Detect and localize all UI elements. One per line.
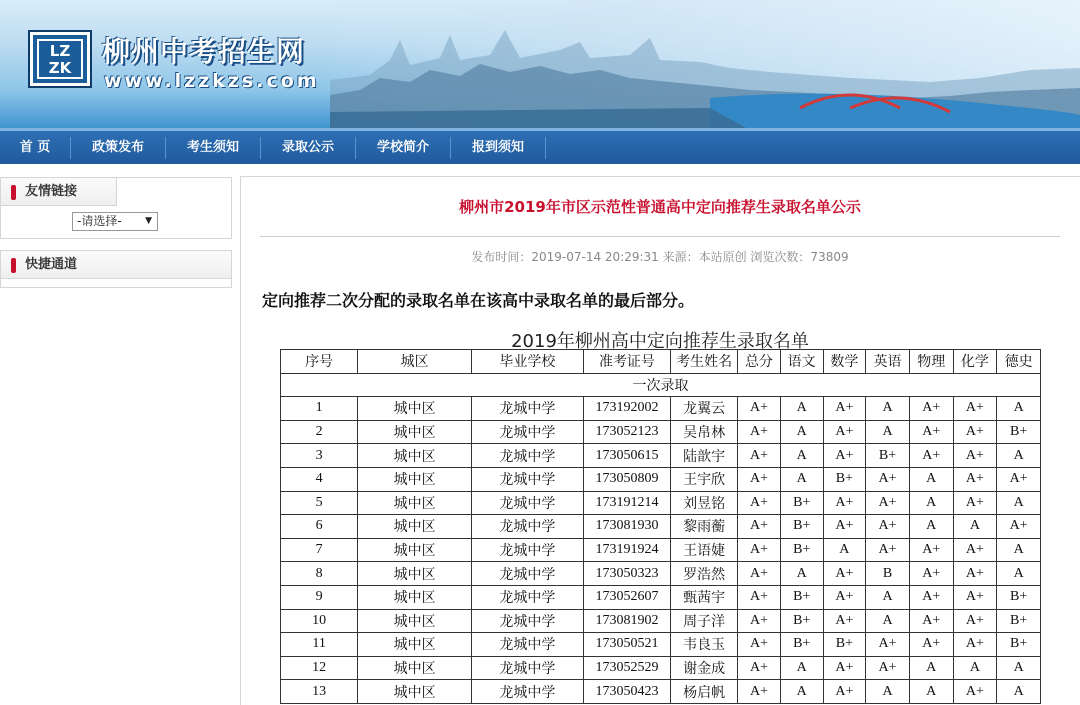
cell-english: A bbox=[866, 420, 910, 444]
cell-chinese: B+ bbox=[780, 585, 823, 609]
col-header-ethics-history: 德史 bbox=[997, 350, 1041, 374]
cell-district: 城中区 bbox=[358, 397, 472, 421]
cell-english: A+ bbox=[866, 633, 910, 657]
nav-item-registration[interactable]: 报到须知 bbox=[471, 140, 524, 155]
cell-school: 龙城中学 bbox=[472, 420, 584, 444]
cell-ethics-history: A+ bbox=[997, 515, 1041, 539]
cell-english: A bbox=[866, 680, 910, 704]
cell-exam-id: 173192002 bbox=[583, 397, 670, 421]
nav-item-home[interactable]: 首 页 bbox=[19, 140, 51, 155]
logo-text-line-2: ZK bbox=[48, 59, 72, 77]
table-row bbox=[281, 420, 1041, 444]
cell-school: 龙城中学 bbox=[472, 633, 584, 657]
col-header-math: 数学 bbox=[823, 350, 866, 374]
cell-name: 韦良玉 bbox=[671, 633, 738, 657]
cell-total: A+ bbox=[738, 562, 781, 586]
cell-name: 王语婕 bbox=[671, 538, 738, 562]
cell-chemistry: A+ bbox=[953, 538, 997, 562]
cell-school: 龙城中学 bbox=[472, 562, 584, 586]
header-banner bbox=[0, 0, 1080, 128]
cell-chinese: B+ bbox=[780, 491, 823, 515]
cell-exam-id: 173081902 bbox=[583, 609, 670, 633]
cell-math: A+ bbox=[823, 420, 866, 444]
col-header-physics: 物理 bbox=[909, 350, 953, 374]
cell-math: A bbox=[823, 538, 866, 562]
cell-school: 龙城中学 bbox=[472, 515, 584, 539]
cell-school: 龙城中学 bbox=[472, 680, 584, 704]
cell-name: 周子洋 bbox=[671, 609, 738, 633]
table-row bbox=[281, 633, 1041, 657]
cell-physics: A+ bbox=[909, 609, 953, 633]
cell-physics: A+ bbox=[909, 397, 953, 421]
cell-school: 龙城中学 bbox=[472, 397, 584, 421]
cell-total: A+ bbox=[738, 397, 781, 421]
cell-physics: A bbox=[909, 656, 953, 680]
cell-math: A+ bbox=[823, 444, 866, 468]
table-row bbox=[281, 562, 1041, 586]
cell-ethics-history: A bbox=[997, 397, 1041, 421]
cell-physics: A+ bbox=[909, 420, 953, 444]
quick-access-panel bbox=[0, 250, 232, 288]
cell-ethics-history: A bbox=[997, 562, 1041, 586]
cell-name: 杨启帆 bbox=[671, 680, 738, 704]
cell-chemistry: A+ bbox=[953, 609, 997, 633]
cell-chinese: A bbox=[780, 397, 823, 421]
article-meta: 发布时间：2019-07-14 20:29:31 来源：本站原创 浏览次数：73809 bbox=[471, 250, 849, 264]
table-row bbox=[281, 585, 1041, 609]
cell-index: 9 bbox=[281, 585, 358, 609]
col-header-chemistry: 化学 bbox=[953, 350, 997, 374]
site-title: 柳州中考招生网 bbox=[102, 35, 306, 68]
cell-english: A+ bbox=[866, 656, 910, 680]
city-skyline-image bbox=[330, 20, 1080, 128]
cell-exam-id: 173050615 bbox=[583, 444, 670, 468]
cell-name: 甄茜宇 bbox=[671, 585, 738, 609]
cell-school: 龙城中学 bbox=[472, 467, 584, 491]
cell-chemistry: A+ bbox=[953, 585, 997, 609]
table-row bbox=[281, 515, 1041, 539]
friend-links-title: 友情链接 bbox=[25, 184, 78, 199]
cell-district: 城中区 bbox=[358, 467, 472, 491]
main-nav bbox=[0, 128, 1080, 164]
cell-index: 3 bbox=[281, 444, 358, 468]
section-label: 一次录取 bbox=[281, 373, 1041, 397]
cell-exam-id: 173050423 bbox=[583, 680, 670, 704]
nav-item-admission[interactable]: 录取公示 bbox=[281, 140, 334, 155]
cell-chemistry: A+ bbox=[953, 562, 997, 586]
cell-total: A+ bbox=[738, 467, 781, 491]
cell-ethics-history: A bbox=[997, 538, 1041, 562]
cell-index: 13 bbox=[281, 680, 358, 704]
cell-school: 龙城中学 bbox=[472, 656, 584, 680]
cell-chemistry: A bbox=[953, 515, 997, 539]
cell-chinese: B+ bbox=[780, 538, 823, 562]
cell-chinese: A bbox=[780, 420, 823, 444]
cell-physics: A+ bbox=[909, 444, 953, 468]
quick-access-title: 快捷通道 bbox=[25, 257, 78, 272]
col-header-name: 考生姓名 bbox=[671, 350, 738, 374]
cell-ethics-history: A bbox=[997, 656, 1041, 680]
cell-index: 8 bbox=[281, 562, 358, 586]
table-title: 2019年柳州高中定向推荐生录取名单 bbox=[511, 331, 809, 352]
cell-english: A bbox=[866, 609, 910, 633]
cell-district: 城中区 bbox=[358, 585, 472, 609]
cell-index: 5 bbox=[281, 491, 358, 515]
section-row bbox=[281, 373, 1041, 397]
logo-text-line-1: LZ bbox=[49, 42, 71, 60]
cell-chemistry: A+ bbox=[953, 397, 997, 421]
article-title: 柳州市2019年市区示范性普通高中定向推荐生录取名单公示 bbox=[459, 198, 861, 216]
cell-total: A+ bbox=[738, 585, 781, 609]
site-logo[interactable] bbox=[30, 32, 90, 86]
cell-english: A+ bbox=[866, 491, 910, 515]
cell-chinese: A bbox=[780, 467, 823, 491]
cell-ethics-history: B+ bbox=[997, 420, 1041, 444]
friend-links-header bbox=[1, 178, 117, 206]
cell-exam-id: 173052607 bbox=[583, 585, 670, 609]
cell-math: A+ bbox=[823, 656, 866, 680]
table-row bbox=[281, 680, 1041, 704]
cell-chinese: A bbox=[780, 680, 823, 704]
cell-ethics-history: B+ bbox=[997, 633, 1041, 657]
cell-exam-id: 173052529 bbox=[583, 656, 670, 680]
cell-name: 龙翼云 bbox=[671, 397, 738, 421]
cell-total: A+ bbox=[738, 444, 781, 468]
cell-chinese: A bbox=[780, 562, 823, 586]
cell-school: 龙城中学 bbox=[472, 491, 584, 515]
cell-name: 黎雨蘅 bbox=[671, 515, 738, 539]
cell-chemistry: A+ bbox=[953, 467, 997, 491]
cell-english: B+ bbox=[866, 444, 910, 468]
cell-math: A+ bbox=[823, 585, 866, 609]
cell-physics: A+ bbox=[909, 562, 953, 586]
table-row bbox=[281, 444, 1041, 468]
cell-chemistry: A+ bbox=[953, 633, 997, 657]
cell-physics: A bbox=[909, 491, 953, 515]
cell-math: A+ bbox=[823, 680, 866, 704]
cell-chinese: B+ bbox=[780, 633, 823, 657]
dropdown-arrow-icon: ▼ bbox=[145, 216, 152, 226]
table-row bbox=[281, 656, 1041, 680]
col-header-total: 总分 bbox=[738, 350, 781, 374]
cell-ethics-history: B+ bbox=[997, 585, 1041, 609]
cell-district: 城中区 bbox=[358, 538, 472, 562]
cell-district: 城中区 bbox=[358, 562, 472, 586]
cell-english: A+ bbox=[866, 467, 910, 491]
table-row bbox=[281, 491, 1041, 515]
cell-total: A+ bbox=[738, 633, 781, 657]
table-row bbox=[281, 467, 1041, 491]
cell-chinese: B+ bbox=[780, 515, 823, 539]
cell-physics: A bbox=[909, 515, 953, 539]
col-header-chinese: 语文 bbox=[780, 350, 823, 374]
cell-total: A+ bbox=[738, 538, 781, 562]
cell-school: 龙城中学 bbox=[472, 538, 584, 562]
cell-district: 城中区 bbox=[358, 609, 472, 633]
quick-access-header[interactable] bbox=[1, 251, 231, 279]
cell-physics: A+ bbox=[909, 585, 953, 609]
cell-english: A+ bbox=[866, 538, 910, 562]
table-row bbox=[281, 609, 1041, 633]
cell-district: 城中区 bbox=[358, 680, 472, 704]
nav-item-schools[interactable]: 学校简介 bbox=[376, 140, 429, 155]
cell-district: 城中区 bbox=[358, 444, 472, 468]
cell-school: 龙城中学 bbox=[472, 444, 584, 468]
cell-index: 10 bbox=[281, 609, 358, 633]
cell-math: A+ bbox=[823, 515, 866, 539]
cell-ethics-history: B+ bbox=[997, 609, 1041, 633]
cell-exam-id: 173050809 bbox=[583, 467, 670, 491]
cell-district: 城中区 bbox=[358, 515, 472, 539]
cell-physics: A bbox=[909, 680, 953, 704]
cell-math: A+ bbox=[823, 491, 866, 515]
cell-total: A+ bbox=[738, 680, 781, 704]
cell-name: 罗浩然 bbox=[671, 562, 738, 586]
cell-chemistry: A+ bbox=[953, 491, 997, 515]
cell-total: A+ bbox=[738, 491, 781, 515]
cell-english: A bbox=[866, 585, 910, 609]
cell-total: A+ bbox=[738, 515, 781, 539]
cell-ethics-history: A bbox=[997, 444, 1041, 468]
col-header-district: 城区 bbox=[358, 350, 472, 374]
col-header-english: 英语 bbox=[866, 350, 910, 374]
site-url: www.lzzkzs.com bbox=[104, 70, 320, 92]
cell-math: B+ bbox=[823, 467, 866, 491]
cell-ethics-history: A bbox=[997, 491, 1041, 515]
cell-math: A+ bbox=[823, 562, 866, 586]
table-row bbox=[281, 397, 1041, 421]
cell-name: 吴帛林 bbox=[671, 420, 738, 444]
friend-links-select[interactable] bbox=[72, 212, 158, 231]
cell-physics: A+ bbox=[909, 633, 953, 657]
cell-total: A+ bbox=[738, 420, 781, 444]
cell-name: 陆歆宇 bbox=[671, 444, 738, 468]
cell-exam-id: 173191924 bbox=[583, 538, 670, 562]
nav-divider bbox=[545, 137, 546, 159]
cell-english: A+ bbox=[866, 515, 910, 539]
cell-school: 龙城中学 bbox=[472, 585, 584, 609]
cell-index: 2 bbox=[281, 420, 358, 444]
cell-exam-id: 173191214 bbox=[583, 491, 670, 515]
cell-index: 11 bbox=[281, 633, 358, 657]
cell-chinese: A bbox=[780, 444, 823, 468]
cell-total: A+ bbox=[738, 609, 781, 633]
select-value: -请选择- bbox=[77, 214, 122, 228]
col-header-exam-id: 准考证号 bbox=[583, 350, 670, 374]
cell-index: 4 bbox=[281, 467, 358, 491]
cell-chemistry: A+ bbox=[953, 680, 997, 704]
cell-exam-id: 173052123 bbox=[583, 420, 670, 444]
col-header-school: 毕业学校 bbox=[472, 350, 584, 374]
table-header-row bbox=[281, 350, 1041, 374]
section-marker-icon bbox=[11, 258, 16, 273]
cell-district: 城中区 bbox=[358, 491, 472, 515]
cell-district: 城中区 bbox=[358, 656, 472, 680]
title-divider bbox=[260, 236, 1060, 237]
cell-index: 1 bbox=[281, 397, 358, 421]
cell-index: 6 bbox=[281, 515, 358, 539]
section-marker-icon bbox=[11, 185, 16, 200]
cell-district: 城中区 bbox=[358, 420, 472, 444]
cell-name: 谢金成 bbox=[671, 656, 738, 680]
cell-chemistry: A+ bbox=[953, 420, 997, 444]
cell-chinese: B+ bbox=[780, 609, 823, 633]
cell-physics: A bbox=[909, 467, 953, 491]
cell-math: A+ bbox=[823, 609, 866, 633]
cell-chinese: A bbox=[780, 656, 823, 680]
cell-english: A bbox=[866, 397, 910, 421]
cell-ethics-history: A bbox=[997, 680, 1041, 704]
cell-exam-id: 173081930 bbox=[583, 515, 670, 539]
article-lead-text: 定向推荐二次分配的录取名单在该高中录取名单的最后部分。 bbox=[262, 291, 695, 310]
cell-name: 王宇欣 bbox=[671, 467, 738, 491]
admission-table bbox=[280, 349, 1041, 704]
cell-total: A+ bbox=[738, 656, 781, 680]
cell-english: B bbox=[866, 562, 910, 586]
cell-exam-id: 173050521 bbox=[583, 633, 670, 657]
cell-index: 12 bbox=[281, 656, 358, 680]
cell-ethics-history: A+ bbox=[997, 467, 1041, 491]
cell-chemistry: A+ bbox=[953, 444, 997, 468]
cell-math: A+ bbox=[823, 397, 866, 421]
cell-exam-id: 173050323 bbox=[583, 562, 670, 586]
cell-physics: A+ bbox=[909, 538, 953, 562]
col-header-index: 序号 bbox=[281, 350, 358, 374]
cell-school: 龙城中学 bbox=[472, 609, 584, 633]
cell-math: B+ bbox=[823, 633, 866, 657]
cell-name: 刘昱铭 bbox=[671, 491, 738, 515]
table-row bbox=[281, 538, 1041, 562]
cell-index: 7 bbox=[281, 538, 358, 562]
cell-district: 城中区 bbox=[358, 633, 472, 657]
nav-item-candidate-notice[interactable]: 考生须知 bbox=[186, 140, 239, 155]
cell-chemistry: A bbox=[953, 656, 997, 680]
nav-item-policy[interactable]: 政策发布 bbox=[91, 140, 144, 155]
